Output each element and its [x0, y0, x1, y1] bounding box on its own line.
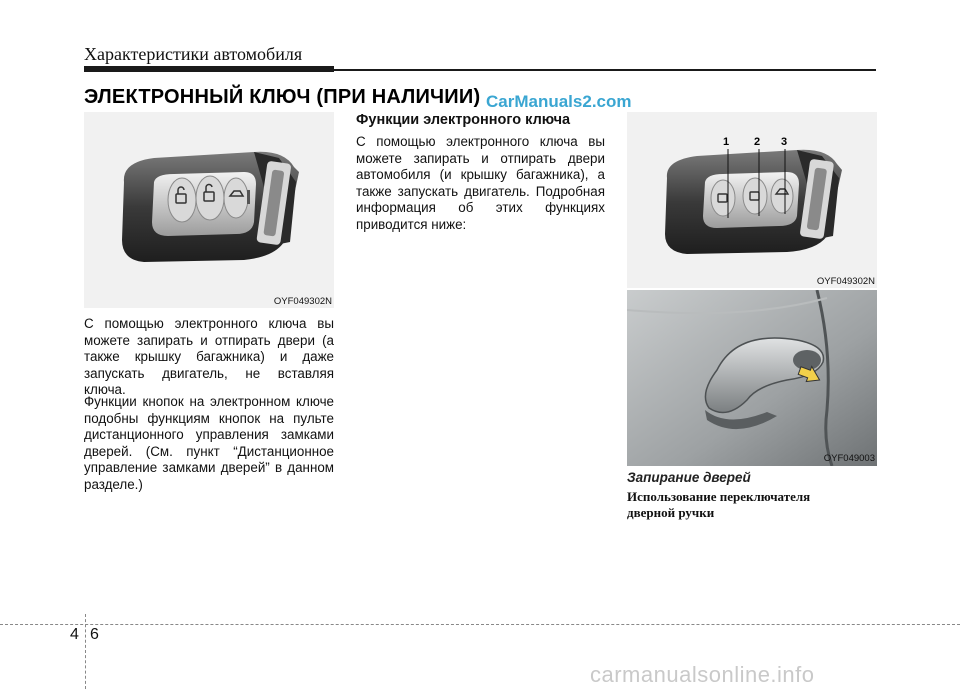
- door-handle-figure: [627, 290, 877, 466]
- door-handle-caption-line-1: Использование переключателя: [627, 489, 811, 504]
- section-title: ЭЛЕКТРОННЫЙ КЛЮЧ (ПРИ НАЛИЧИИ): [84, 86, 481, 108]
- intro-paragraph: С помощью электронного ключа вы можете запирать и отпирать двери (а также крышку багажника) и даже запускать двигатель, не вставляя ключа.: [84, 316, 334, 397]
- smart-key-illustration: [84, 112, 334, 308]
- door-handle-illustration: [627, 290, 877, 466]
- button-number-3: 3: [781, 136, 788, 148]
- chapter-title: Характеристики автомобиля: [84, 44, 303, 64]
- header-rule-thin: [334, 69, 876, 71]
- chapter-number: 4: [70, 626, 79, 643]
- figure-code: OYF049003: [823, 453, 875, 464]
- button-number-1: 1: [723, 136, 730, 148]
- smart-key-figure: [84, 112, 334, 308]
- figure-code: OYF049302N: [273, 296, 332, 307]
- watermark: CarManuals2.com: [486, 92, 632, 111]
- smart-key-numbered-figure: [627, 112, 877, 288]
- header-rule: [84, 66, 334, 72]
- functions-heading: Функции электронного ключа: [356, 112, 571, 128]
- footer-vertical-divider: [85, 614, 86, 689]
- buttons-paragraph: Функции кнопок на электронном ключе подобны функциям кнопок на пульте дистанционного управления замками дверей. (См. пункт “Дистанционное управление замками дверей” в данном разделе.): [84, 394, 334, 492]
- button-number-2: 2: [754, 136, 761, 148]
- smart-key-numbered-illustration: [627, 112, 877, 288]
- footer-site-watermark: carmanualsonline.info: [590, 662, 815, 687]
- door-locking-caption: Запирание дверей: [627, 470, 751, 485]
- functions-paragraph: С помощью электронного ключа вы можете запирать и отпирать двери автомобиля (и крышку багажника), а также запускать двигатель. Подробная информация об этих функциях приводится ниже:: [356, 134, 605, 232]
- footer-divider: [0, 624, 960, 625]
- figure-code: OYF049302N: [816, 276, 875, 287]
- door-handle-caption-line-2: дверной ручки: [627, 505, 715, 520]
- page-number: 6: [90, 626, 99, 643]
